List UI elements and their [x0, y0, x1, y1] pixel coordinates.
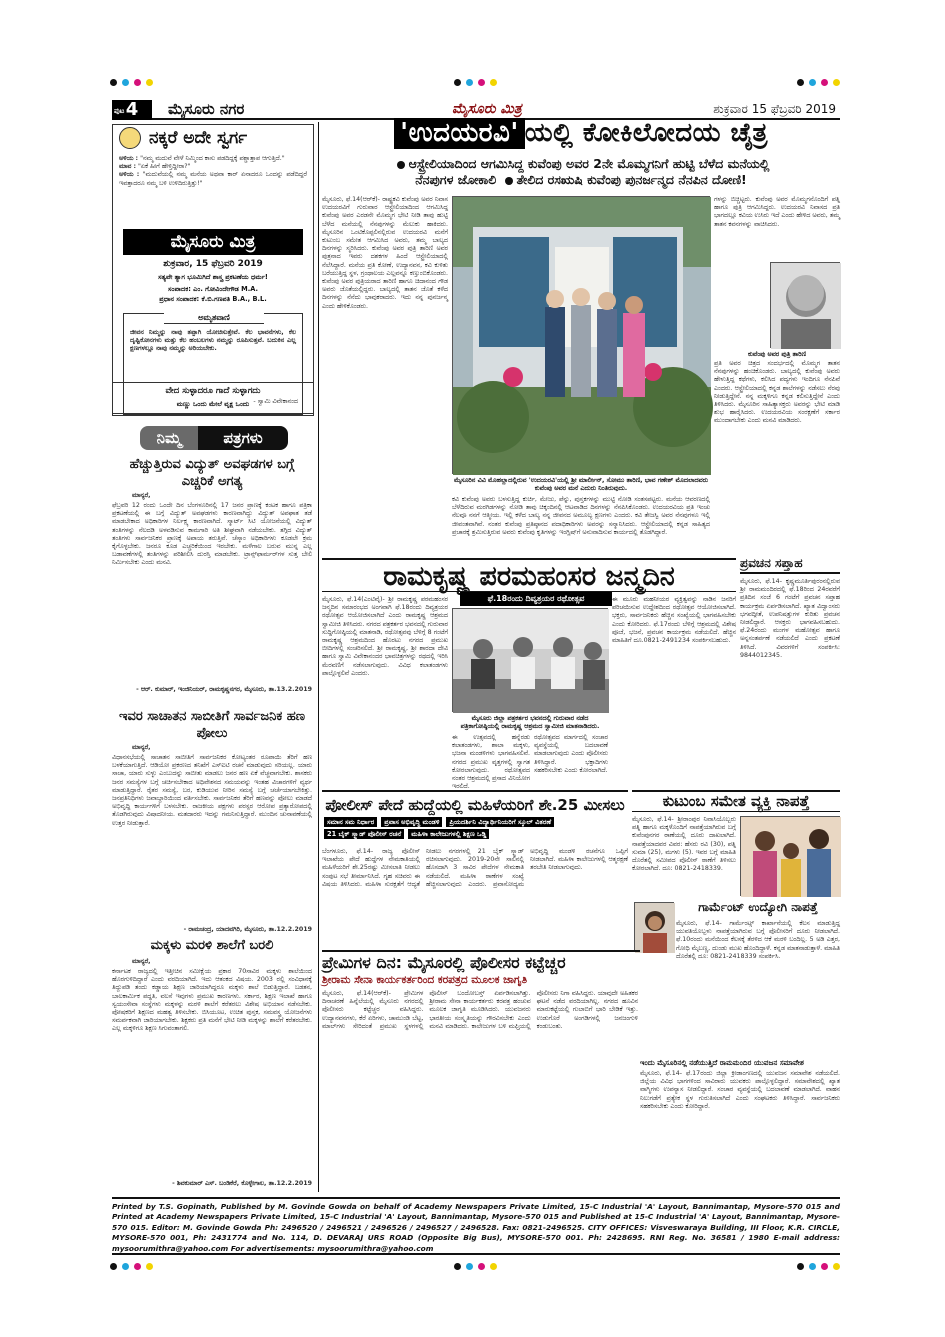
page-header: [112, 100, 840, 120]
letter2-salutation: ಮಾನ್ಯರೆ,: [132, 744, 151, 751]
bullet-icon: [397, 161, 405, 169]
pravachana-headline: ಪ್ರವಚನ ಸಪ್ತಾಹ: [740, 556, 840, 574]
youth-convention-body: ಮೈಸೂರು, ಫೆ.14- ಫೆ.17ರಂದು ಜಿಲ್ಲಾ ಕ್ರೀಡಾಂಗಣದಲ್ಲಿ ಯುವಜನ ಸಮಾವೇಶ ನಡೆಯಲಿದೆ. ಜಿಲ್ಲೆಯ ವಿವಿಧ ಭಾಗಗಳಿಂದ ಸಾವಿರಾರು ಯುವಕರು ಪಾಲ್ಗೊಳ್ಳಲಿದ್ದಾರೆ. ಸಮಾವೇಶದಲ್ಲಿ ಖ್ಯಾತ ವಾಗ್ಮಿಗಳು ಉಪನ್ಯಾಸ ನೀಡಲಿದ್ದಾರೆ. ಸಂಚಾರ ವ್ಯವಸ್ಥೆಯಲ್ಲಿ ಬದಲಾವಣೆ ಮಾಡಲಾಗಿದೆ. ವಾಹನ ನಿಲುಗಡೆಗೆ ಪ್ರತ್ಯೇಕ ಸ್ಥಳ ಗುರುತಿಸಲಾಗಿದೆ ಎಂದು ಸಂಘಟಕರು ತಿಳಿಸಿದ್ದಾರೆ. ಸಾರ್ವಜನಿಕರು ಸಹಕರಿಸಬೇಕು ಎಂದು ಕೋರಿದ್ದಾರೆ.: [640, 1070, 840, 1110]
registration-marks-top: [110, 78, 840, 86]
joke-box-title: ನಕ್ಕರೆ ಅದೇ ಸ್ವರ್ಗ: [113, 125, 313, 151]
police-headline: ಪೋಲೀಸ್ ಪೇದೆ ಹುದ್ದೆಯಲ್ಲಿ ಮಹಿಳೆಯರಿಗೆ ಶೇ.25 ಮೀಸಲು: [322, 790, 628, 816]
letter2-title: ಇವರ ಸಾಚಾತನ ಸಾಬೀತಿಗೆ ಸಾರ್ವಜನಿಕ ಹಣ ಪೋಲು: [119, 709, 305, 741]
press-meet-caption: ಮೈಸೂರು ಜಿಲ್ಲಾ ಪತ್ರಕರ್ತರ ಭವನದಲ್ಲಿ ಗುರುವಾರ ನಡೆದ ಪತ್ರಿಕಾಗೋಷ್ಠಿಯಲ್ಲಿ ರಾಮಕೃಷ್ಣ ಆಶ್ರಮದ ಸ್ವಾಮೀಜಿ ಮಾತನಾಡಿದರು.: [460, 714, 600, 730]
amrutavani-author: - ಸ್ವಾಮಿ ವಿವೇಕಾನಂದ: [253, 398, 298, 405]
udayaravi-house-photo: [452, 196, 710, 474]
lead-column-4: ಪ್ರತಿ ಅವರ ಚಿತ್ರದ ಸಂದರ್ಭದಲ್ಲಿ ಮೊಮ್ಮಗ ತಾತನ ನೆನಪುಗಳನ್ನು ಹಂಚಿಕೊಂಡರು. ಬಾಲ್ಯದಲ್ಲಿ ಕುವೆಂಪು ಅವರು ಹೇಳುತ್ತಿದ್ದ ಕಥೆಗಳು, ಕಲಿಸಿದ ಪದ್ಯಗಳು ಇಂದಿಗೂ ನೆನಪಿವೆ ಎಂದರು. ಆಸ್ಟ್ರೇಲಿಯಾದಲ್ಲಿ ಕನ್ನಡ ಶಾಲೆಗಳನ್ನು ನಡೆಸಲು ನೆರವು ನೀಡುತ್ತಿದ್ದೇನೆ. ನನ್ನ ಮಕ್ಕಳಿಗೂ ಕನ್ನಡ ಕಲಿಸುತ್ತಿದ್ದೇನೆ ಎಂದು ತಿಳಿಸಿದರು. ಮೈಸೂರಿನ ಸಾಹಿತ್ಯಾಸಕ್ತರು ಅವರನ್ನು ಭೇಟಿ ಮಾಡಿ ಶುಭ ಹಾರೈಸಿದರು. ಉದಯರವಿಯ ಸಂರಕ್ಷಣೆಗೆ ಸರ್ಕಾರ ಮುಂದಾಗಬೇಕು ಎಂದು ಮನವಿ ಮಾಡಿದರು.: [714, 360, 840, 425]
ramakrishna-column-1: ಮೈಸೂರು, ಫೆ.14(ಎಂಟಿವೈ)- ಶ್ರೀ ರಾಮಕೃಷ್ಣ ಪರಮಹಂಸರ ಜನ್ಮದಿನ ಸಮಾರಂಭದ ಅಂಗವಾಗಿ ಫೆ.18ರಂದು ದಿವ್ಯತ್ರಯರ ರಥೋತ್ಸವ ಆಯೋಜಿಸಲಾಗಿದೆ ಎಂದು ರಾಮಕೃಷ್ಣ ಆಶ್ರಮದ ಸ್ವಾಮೀಜಿ ತಿಳಿಸಿದರು. ನಗರದ ಪತ್ರಕರ್ತರ ಭವನದಲ್ಲಿ ಗುರುವಾರ ಸುದ್ದಿಗೋಷ್ಠಿಯಲ್ಲಿ ಮಾತನಾಡಿ, ರಥೋತ್ಸವವು ಬೆಳಿಗ್ಗೆ 8 ಗಂಟೆಗೆ ರಾಮಕೃಷ್ಣ ಆಶ್ರಮದಿಂದ ಹೊರಟು ನಗರದ ಪ್ರಮುಖ ಬೀದಿಗಳಲ್ಲಿ ಸಂಚರಿಸಲಿದೆ. ಶ್ರೀ ರಾಮಕೃಷ್ಣ, ಶ್ರೀ ಶಾರದಾ ದೇವಿ ಹಾಗೂ ಸ್ವಾಮಿ ವಿವೇಕಾನಂದರ ಭಾವಚಿತ್ರಗಳನ್ನು ರಥದಲ್ಲಿ ಇರಿಸಿ ಮೆರವಣಿಗೆ ನಡೆಸಲಾಗುವುದು. ವಿವಿಧ ಕಲಾತಂಡಗಳು ಪಾಲ್ಗೊಳ್ಳಲಿವೆ ಎಂದರು.: [322, 596, 449, 677]
letter2-signature: - ರಾಮಚಂದ್ರ, ಯಾದವಗಿರಿ, ಮೈಸೂರು, ತಾ.12.2.2019: [183, 926, 312, 933]
letter3-signature: - ಶಿವಕುಮಾರ್ ಎಸ್. ಬಂಡಿಕೆರೆ, ಕೊಳ್ಳೇಗಾಲ, ತಾ.12.2.2019: [172, 1180, 312, 1187]
joke-text: ಅಳಿಯ : "ನಮ್ಮ ಮದುವೆ ವೇಳೆ ನಿಮ್ಮಿಂದ ಕಾಸು ಪಡದಿದ್ದಕ್ಕೆ ಪಶ್ಚಾತ್ತಾಪ ಆಗುತ್ತಿದೆ." ಮಾವ : "ಏಕೆ ಹೀಗೆ ಹೇಳ್ತಿದ್ದೀರಾ?" ಅಳಿಯ : "ಮದುವೆಯಲ್ಲಿ ನಮ್ಮ ಮನೆಯ ಅಥವಾ ಕಾರ್ ಏನಾದರೂ ಒಂದನ್ನು ಪಡೆದಿದ್ದರೆ ಇವತ್ತಾದರೂ ನಮ್ಮ ಬಳಿ ಉಳಿದಿರುತ್ತಿತ್ತು!": [119, 155, 307, 187]
police-body: ಬೆಂಗಳೂರು, ಫೆ.14- ರಾಜ್ಯ ಪೊಲೀಸ್ ಇಲಾಖೆಯ ಪೇದೆ ಹುದ್ದೆಗಳ ನೇಮಕಾತಿಯಲ್ಲಿ ಮಹಿಳೆಯರಿಗೆ ಶೇ.25ರಷ್ಟು ಮೀಸಲಾತಿ ನೀಡಲು ಸಂಪುಟ ಸಭೆ ತೀರ್ಮಾನಿಸಿದೆ. ಗೃಹ ಸಚಿವರು ಈ ವಿಷಯ ತಿಳಿಸಿದರು. ಮಹಿಳಾ ಸುರಕ್ಷತೆಗೆ ಆದ್ಯತೆ ನೀಡಲು ನಗರಗಳಲ್ಲಿ 21 ಬೈಕ್ ಸ್ಕ್ವಾಡ್ ರಚಿಸಲಾಗುವುದು. 2019-20ನೇ ಸಾಲಿನಲ್ಲಿ ಹೊಸದಾಗಿ 3 ಸಾವಿರ ಪೇದೆಗಳ ನೇಮಕಾತಿ ನಡೆಯಲಿದೆ. ಮಹಿಳಾ ಠಾಣೆಗಳ ಸಂಖ್ಯೆ ಹೆಚ್ಚಿಸಲಾಗುವುದು ಎಂದರು. ಪ್ರವಾಸೋದ್ಯಮ ಅಭಿವೃದ್ಧಿ ಮಂಡಳಿ ರಚನೆಗೂ ಒಪ್ಪಿಗೆ ನೀಡಲಾಗಿದೆ. ಮಹಿಳಾ ಕಾಲೇಜುಗಳಲ್ಲಿ ಆತ್ಮರಕ್ಷಣೆ ತರಬೇತಿ ನೀಡಲಾಗುವುದು.: [322, 848, 628, 888]
missing-family-headline: ಕುಟುಂಬ ಸಮೇತ ವ್ಯಕ್ತಿ ನಾಪತ್ತೆ: [632, 790, 840, 812]
youth-convention-headline: ಇಂದು ಮೈಸೂರಿನಲ್ಲಿ ನಡೆಯುತ್ತಿದೆ ರಾಮಮಂದಿರ ಯುವಜನ ಸಮಾವೇಶ: [640, 1058, 804, 1067]
proverb-line1: ವೇದ ಸುಳ್ಳಾದರೂ ಗಾದೆ ಸುಳ್ಳಾಗದು: [165, 386, 261, 396]
registration-marks-bottom: [110, 1262, 840, 1270]
publisher-line: ಪ್ರಧಾನ ಸಂಪಾದಕ: ಕೆ.ಬಿ.ಗಣಪತಿ B.A., B.L.: [159, 295, 267, 303]
valentine-headline: ಪ್ರೇಮಿಗಳ ದಿನ: ಮೈಸೂರಲ್ಲಿ ಪೊಲೀಸರ ಕಟ್ಟೆಚ್ಚರ: [322, 950, 640, 972]
letter3-title: ಮಕ್ಕಳು ಮರಳಿ ಶಾಲೆಗೆ ಬರಲಿ: [150, 938, 274, 953]
bullet-icon: [505, 177, 513, 185]
joke-box: [112, 124, 314, 416]
proverb-box: [112, 382, 314, 414]
letter3-salutation: ಮಾನ್ಯರೆ,: [132, 958, 151, 965]
letter3-body: ಕರ್ನಾಟಕ ರಾಜ್ಯದಲ್ಲಿ ಇತ್ತೀಚಿನ ಸಮೀಕ್ಷೆಯ ಪ್ರಕಾರ 70ಸಾವಿರ ಮಕ್ಕಳು ಶಾಲೆಯಿಂದ ಹೊರಗುಳಿದಿದ್ದಾರೆ ಎಂದು ವರದಿಯಾಗಿದೆ. ಇದು ಆತಂಕದ ವಿಷಯ. 2003 ರಲ್ಲಿ ಸಂವಿಧಾನಕ್ಕೆ ತಿದ್ದುಪಡಿ ತಂದು ಕಡ್ಡಾಯ ಶಿಕ್ಷಣ ಜಾರಿಯಾಗಿದ್ದರೂ ಮಕ್ಕಳು ಶಾಲೆ ಬಿಡುತ್ತಿದ್ದಾರೆ. ಬಡತನ, ಬಾಲಕಾರ್ಮಿಕ ಪದ್ಧತಿ, ವಲಸೆ ಇವುಗಳು ಪ್ರಮುಖ ಕಾರಣಗಳು. ಸರ್ಕಾರ, ಶಿಕ್ಷಣ ಇಲಾಖೆ ಹಾಗೂ ಸ್ವಯಂಸೇವಾ ಸಂಸ್ಥೆಗಳು ಮಕ್ಕಳನ್ನು ಮರಳಿ ಶಾಲೆಗೆ ಕರೆತರಲು ವಿಶೇಷ ಅಭಿಯಾನ ನಡೆಸಬೇಕು. ಪೋಷಕರಿಗೆ ಶಿಕ್ಷಣದ ಮಹತ್ವ ತಿಳಿಸಬೇಕು. ಬಿಸಿಯೂಟ, ಉಚಿತ ಪುಸ್ತಕ, ಸಮವಸ್ತ್ರ ಯೋಜನೆಗಳು ಸಮರ್ಪಕವಾಗಿ ಜಾರಿಯಾಗಬೇಕು. ಶಿಕ್ಷಕರು ಪ್ರತಿ ಮನೆಗೆ ಭೇಟಿ ನೀಡಿ ಮಕ್ಕಳನ್ನು ಶಾಲೆಗೆ ಕರೆತರಬೇಕು. ಎಲ್ಲ ಮಕ್ಕಳಿಗೂ ಶಿಕ್ಷಣ ಸಿಗುವಂತಾಗಲಿ.: [112, 968, 312, 1033]
lead-subheadline: ಆಸ್ಟ್ರೇಲಿಯಾದಿಂದ ಆಗಮಿಸಿದ್ದ ಕುವೆಂಪು ಅವರ 2ನೇ ಮೊಮ್ಮಗನಿಗೆ ಹುಟ್ಟಿ ಬೆಳೆದ ಮನೆಯಲ್ಲಿ ನೆನಪುಗಳ ಜೋಕಾಲಿ ತೇಲಿದ ರಸಋಷಿ ಕುವೆಂಪು ಪುನರ್ಜನ್ಮದ ನೆನಪಿನ ದೋಣಿ!: [322, 156, 840, 188]
garment-headline: ಗಾರ್ಮೆಂಟ್ ಉದ್ಯೋಗಿ ನಾಪತ್ತೆ: [698, 900, 818, 914]
letters-banner: ನಿಮ್ಮ ಪತ್ರಗಳು: [140, 426, 290, 450]
pravachana-body: ಮೈಸೂರು, ಫೆ.14- ಕೃಷ್ಣಮೂರ್ತಿಪುರಂನಲ್ಲಿರುವ ಶ್ರೀ ರಾಮಮಂದಿರದಲ್ಲಿ ಫೆ.18ರಿಂದ 24ರವರೆಗೆ ಪ್ರತಿದಿನ ಸಂಜೆ 6 ಗಂಟೆಗೆ ಪ್ರವಚನ ಸಪ್ತಾಹ ಕಾರ್ಯಕ್ರಮ ಏರ್ಪಡಿಸಲಾಗಿದೆ. ಖ್ಯಾತ ವಿದ್ವಾಂಸರು ಭಗವದ್ಗೀತೆ, ಉಪನಿಷತ್ತುಗಳ ಕುರಿತು ಪ್ರವಚನ ನೀಡಲಿದ್ದಾರೆ. ಆಸಕ್ತರು ಭಾಗವಹಿಸಬಹುದು. ಫೆ.24ರಂದು ಮಂಗಳ ಮಹೋತ್ಸವ ಹಾಗೂ ಅನ್ನಸಂತರ್ಪಣೆ ನಡೆಯಲಿದೆ ಎಂದು ಪ್ರಕಟಣೆ ತಿಳಿಸಿದೆ. ವಿವರಗಳಿಗೆ ಸಂಪರ್ಕಿಸಿ: 9844012345.: [740, 578, 840, 659]
letter1-body: ಫೆಬ್ರವರಿ 12 ರಂದು ಒಂದೇ ದಿನ ಬೆಂಗಳೂರಿನಲ್ಲಿ 17 ಜನರ ಪ್ರಾಣಕ್ಕೆ ಕಂಟಕ ಹಾಗೂ ಪತ್ರಿಕಾ ಪ್ರಕಟಣೆಯಲ್ಲಿ ಈ ಬಗ್ಗೆ ವಿದ್ಯುತ್ ಅವಘಡಗಳು ಕಾರಣವಾಗಿದ್ದು ವಿದ್ಯುತ್ ಅಪಘಾತ ತಡೆ ಮಾಡಬೇಕಾದ ಅಧಿಕಾರಿಗಳ ನಿರ್ಲಕ್ಷ್ಯ ಕಾರಣವಾಗಿದೆ. ಸ್ಮಾರ್ಟ್ ಸಿಟಿ ಯೋಜನೆಯಲ್ಲಿ ವಿದ್ಯುತ್ ತಂತಿಗಳನ್ನು ನೆಲದಡಿ ಅಳವಡಿಸುವ ಕಾಮಗಾರಿ ಅತಿ ಶೀಘ್ರವಾಗಿ ನಡೆಯಬೇಕು. ತಗ್ಗಿದ ವಿದ್ಯುತ್ ತಂತಿಗಳು ಸಾರ್ವಜನಿಕರ ಪ್ರಾಣಕ್ಕೆ ಅಪಾಯ ತರುತ್ತಿವೆ. ಚೆಸ್ಕಾಂ ಅಧಿಕಾರಿಗಳು ಕೂಡಲೇ ಕ್ರಮ ಕೈಗೊಳ್ಳಬೇಕು. ಜನರೂ ಕೂಡ ಎಚ್ಚರಿಕೆಯಿಂದ ಇರಬೇಕು. ಮಳೆಗಾಲ ಬರುವ ಮುನ್ನ ಎಲ್ಲ ಬಡಾವಣೆಗಳಲ್ಲಿ ತಂತಿಗಳನ್ನು ಪರಿಶೀಲಿಸಿ ದುರಸ್ತಿ ಮಾಡಬೇಕು. ಟ್ರಾನ್ಸ್‌ಫಾರ್ಮರ್‌ಗಳ ಸುತ್ತ ಬೇಲಿ ನಿರ್ಮಿಸಬೇಕು ಎಂದು ಮನವಿ.: [112, 502, 312, 567]
laughing-cartoon-icon: [119, 127, 141, 149]
ramakrishna-headline: ರಾಮಕೃಷ್ಣ ಪರಮಹಂಸರ ಜನ್ಮದಿನ: [322, 558, 736, 592]
letter1-salutation: ಮಾನ್ಯರೆ,: [132, 492, 151, 499]
page-number-badge: ಪುಟ 4: [112, 100, 152, 120]
garment-body: ಮೈಸೂರು, ಫೆ.14- ಗಾರ್ಮೆಂಟ್ಸ್ ಕಾರ್ಖಾನೆಯಲ್ಲಿ ಕೆಲಸ ಮಾಡುತ್ತಿದ್ದ ಯುವತಿಯೊಬ್ಬಳು ನಾಪತ್ತೆಯಾಗಿರುವ ಬಗ್ಗೆ ಪೊಲೀಸರಿಗೆ ದೂರು ನೀಡಲಾಗಿದೆ. ಫೆ.10ರಂದು ಮನೆಯಿಂದ ಕೆಲಸಕ್ಕೆ ತೆರಳಿದ ಆಕೆ ಮರಳಿ ಬಂದಿಲ್ಲ. 5 ಅಡಿ ಎತ್ತರ, ಗೋಧಿ ಮೈಬಣ್ಣ, ದುಂಡು ಮುಖ ಹೊಂದಿದ್ದಾಳೆ. ಕನ್ನಡ ಮಾತನಾಡುತ್ತಾಳೆ. ಮಾಹಿತಿ ದೊರೆತಲ್ಲಿ ದೂ: 0821-2418339 ಸಂಪರ್ಕಿಸಿ.: [676, 920, 840, 960]
police-subheadlines: ಸಮಾನ ಸಮ ನಿರ್ಧಾರ ಪ್ರವಾಸ ಅಭಿವೃದ್ಧಿ ಮಂಡಳಿ ಪ್ರಿಯದರ್ಶಿನಿ ವಿದ್ಯಾರ್ಥಿನಿಯರಿಗೆ ಸ್ಕೂಲ್ ವಿತರಣೆ 21 ಬೈಕ್ ಸ್ಕ್ವಾಡ್ ಪೊಲೀಸ್ ರಚನೆ ಮಹಿಳಾ ಕಾಲೇಜುಗಳಲ್ಲಿ ಶಿಕ್ಷಣ ಒಡ್ಡಿ: [322, 816, 628, 846]
lead-headline: 'ಉದಯರವಿ' ಯಲ್ಲಿ ಕೋಕಿಲೋದಯ ಚೈತ್ರ: [322, 118, 840, 154]
sidebar-issue-date: ಶುಕ್ರವಾರ, 15 ಫೆಬ್ರವರಿ 2019: [163, 259, 263, 269]
lead-photo-caption: ಮೈಸೂರಿನ ವಿವಿ ಮೊಹಲ್ಲಾದಲ್ಲಿರುವ 'ಉದಯರವಿ'ಯಲ್ಲಿ ಶ್ರೀ ಮಾರ್ಲೀನ್, ಸೋಮು ತಾರಿಣಿ, ಭಾವ ಗಣೇಶ್ ಮೊದಲಾದವರು ಕುವೆಂಪು ಅವರ ಮನೆ ಎದುರು ನಿಂತಿರುವುದು.: [453, 476, 709, 492]
lead-column-1: ಮೈಸೂರು, ಫೆ.14(ಆರ್‌ಕೆ)- ರಾಷ್ಟ್ರಕವಿ ಕುವೆಂಪು ಅವರ ನಿವಾಸ ಉದಯರವಿಗೆ ಗುರುವಾರ ಆಸ್ಟ್ರೇಲಿಯಾದಿಂದ ಆಗಮಿಸಿದ್ದ ಕುವೆಂಪು ಅವರ ಎರಡನೇ ಮೊಮ್ಮಗ ಭೇಟಿ ನೀಡಿ ತಾವು ಹುಟ್ಟಿ ಬೆಳೆದ ಮನೆಯಲ್ಲಿ ನೆನಪುಗಳನ್ನು ಮೆಲುಕು ಹಾಕಿದರು. ಮೈಸೂರಿನ ಒಂಟಿಕೊಪ್ಪಲಿನಲ್ಲಿರುವ ಉದಯರವಿ ಮನೆಗೆ ಕುಟುಂಬ ಸಮೇತ ಆಗಮಿಸಿದ ಅವರು, ತಮ್ಮ ಬಾಲ್ಯದ ದಿನಗಳನ್ನು ಸ್ಮರಿಸಿದರು. ಕುವೆಂಪು ಅವರ ಪುತ್ರಿ ತಾರಿಣಿ ಅವರ ಪುತ್ರನಾದ ಇವರು ದಶಕಗಳ ಹಿಂದೆ ಆಸ್ಟ್ರೇಲಿಯಾದಲ್ಲಿ ನೆಲೆಸಿದ್ದಾರೆ. ಮನೆಯ ಪ್ರತಿ ಕೋಣೆ, ಉದ್ಯಾನವನ, ಕವಿ ಕುಳಿತು ಬರೆಯುತ್ತಿದ್ದ ಸ್ಥಳ, ಗ್ರಂಥಾಲಯ ಎಲ್ಲವನ್ನೂ ಕಣ್ತುಂಬಿಕೊಂಡರು. ಕುವೆಂಪು ಅವರ ಪುತ್ರಿಯರಾದ ತಾರಿಣಿ ಹಾಗೂ ಚಿದಾನಂದ ಗೌಡ ಅವರು ಜೊತೆಯಲ್ಲಿದ್ದರು. ಬಾಲ್ಯದಲ್ಲಿ ತಾತನ ಜೊತೆ ಕಳೆದ ದಿನಗಳನ್ನು ನೆನೆದು ಭಾವುಕರಾದರು. ಇದು ನನ್ನ ಪುನರ್ಜನ್ಮ ಎಂದು ಹೇಳಿಕೊಂಡರು.: [322, 196, 448, 310]
column-rule: [318, 122, 319, 1192]
missing-family-body: ಮೈಸೂರು, ಫೆ.14- ಶ್ರೀರಾಂಪುರ ನಿವಾಸಿಯೊಬ್ಬರು ಪತ್ನಿ ಹಾಗೂ ಮಕ್ಕಳೊಂದಿಗೆ ನಾಪತ್ತೆಯಾಗಿರುವ ಬಗ್ಗೆ ಕುವೆಂಪುನಗರ ಠಾಣೆಯಲ್ಲಿ ದೂರು ದಾಖಲಾಗಿದೆ. ನಾಪತ್ತೆಯಾದವರ ವಿವರ: ಹೆಸರು ರವಿ (30), ಪತ್ನಿ ಸುಮಾ (25), ಮಗಳು (5). ಇವರ ಬಗ್ಗೆ ಮಾಹಿತಿ ದೊರೆತಲ್ಲಿ ಸಮೀಪದ ಪೊಲೀಸ್ ಠಾಣೆಗೆ ತಿಳಿಸಲು ಕೋರಲಾಗಿದೆ. ದೂ: 0821-2418339.: [632, 816, 736, 873]
masthead-box: ಮೈಸೂರು ಮಿತ್ರ: [123, 229, 303, 255]
ramakrishna-column-3: ಈ ಉತ್ಸವದಲ್ಲಿ ಹನ್ನೆರಡು ಕಲಾತಂಡಗಳು, ಶಾಲಾ ಮಕ್ಕಳು, ಭಜನಾ ಮಂಡಳಿಗಳು ಭಾಗವಹಿಸಲಿವೆ. ನಗರದ ಪ್ರಮುಖ ವೃತ್ತಗಳಲ್ಲಿ ಸ್ವಾಗತ ಕೋರಲಾಗುವುದು. ರಥೋತ್ಸವದ ನಂತರ ಆಶ್ರಮದಲ್ಲಿ ಪ್ರಸಾದ ವಿನಿಯೋಗ ಇರಲಿದೆ.: [452, 734, 530, 791]
letter1-title: ಹೆಚ್ಚುತ್ತಿರುವ ವಿದ್ಯುತ್ ಅವಘಡಗಳ ಬಗ್ಗೆ ಎಚ್ಚರಿಕೆ ಅಗತ್ಯ: [129, 457, 295, 489]
valentine-body: ಮೈಸೂರು, ಫೆ.14(ಆರ್‌ಕೆ)- ಪ್ರೇಮಿಗಳ ದಿನಾಚರಣೆ ಹಿನ್ನೆಲೆಯಲ್ಲಿ ಮೈಸೂರು ನಗರದಲ್ಲಿ ಪೊಲೀಸರು ಕಟ್ಟೆಚ್ಚರ ವಹಿಸಿದ್ದರು. ಉದ್ಯಾನವನಗಳು, ಕೆರೆ ಏರಿಗಳು, ಚಾಮುಂಡಿ ಬೆಟ್ಟ, ಮಾಲ್‌ಗಳು ಸೇರಿದಂತೆ ಪ್ರಮುಖ ಸ್ಥಳಗಳಲ್ಲಿ ಪೊಲೀಸ್ ಬಂದೋಬಸ್ತ್ ಏರ್ಪಡಿಸಲಾಗಿತ್ತು. ಶ್ರೀರಾಮ ಸೇನಾ ಕಾರ್ಯಕರ್ತರು ಕರಪತ್ರ ಹಂಚುವ ಮೂಲಕ ಜಾಗೃತಿ ಮೂಡಿಸಿದರು. ಯುವಜನರು ಭಾರತೀಯ ಸಂಸ್ಕೃತಿಯನ್ನು ಗೌರವಿಸಬೇಕು ಎಂದು ಮನವಿ ಮಾಡಿದರು. ಕಾಲೇಜುಗಳ ಬಳಿ ಮಫ್ತಿಯಲ್ಲಿ ಪೊಲೀಸರು ನಿಗಾ ವಹಿಸಿದ್ದರು. ಯಾವುದೇ ಅಹಿತಕರ ಘಟನೆ ನಡೆದ ವರದಿಯಾಗಿಲ್ಲ. ನಗರದ ಹೂವಿನ ಮಾರುಕಟ್ಟೆಯಲ್ಲಿ ಗುಲಾಬಿಗೆ ಭಾರಿ ಬೇಡಿಕೆ ಇತ್ತು. ಉಡುಗೊರೆ ಅಂಗಡಿಗಳಲ್ಲಿ ಜನಜಂಗುಳಿ ಕಂಡುಬಂತು.: [322, 990, 638, 1030]
press-meet-photo: [452, 608, 608, 712]
small-photo-caption: ಕುವೆಂಪು ಅವರ ಪುತ್ರಿ ತಾರಿಣಿ: [747, 350, 807, 358]
lead-column-2: ಕವಿ ಕುವೆಂಪು ಅವರು ಬಳಸುತ್ತಿದ್ದ ಕುರ್ಚಿ, ಮೇಜು, ಪೆನ್ನು, ಪುಸ್ತಕಗಳನ್ನು ಮುಟ್ಟಿ ನೋಡಿ ಸಂತಸಪಟ್ಟರು. ಮನೆಯ ಆವರಣದಲ್ಲಿ ಬೆಳೆದಿರುವ ಮರಗಿಡಗಳನ್ನು ನೋಡಿ ತಾವು ಚಿಕ್ಕಂದಿನಲ್ಲಿ ಆಟವಾಡಿದ ದಿನಗಳನ್ನು ನೆನಪಿಸಿಕೊಂಡರು. ಉದಯರವಿಯ ಪ್ರತಿ ಇಂಚು ನೆಲವೂ ನನಗೆ ಆತ್ಮೀಯ. ಇಲ್ಲಿ ಕಳೆದ ಬಾಲ್ಯ ನನ್ನ ಜೀವನದ ಅಮೂಲ್ಯ ಕ್ಷಣಗಳು ಎಂದರು. ಕವಿ ತೇಜಸ್ವಿ ಅವರ ನೆನಪುಗಳೂ ಇಲ್ಲಿ ಜೀವಂತವಾಗಿವೆ. ನಂತರ ಕುವೆಂಪು ಪ್ರತಿಷ್ಠಾನದ ಪದಾಧಿಕಾರಿಗಳು ಅವರನ್ನು ಸನ್ಮಾನಿಸಿದರು. ಆಸ್ಟ್ರೇಲಿಯಾದಲ್ಲಿ ಕನ್ನಡ ಸಾಹಿತ್ಯದ ಪ್ರಚಾರಕ್ಕೆ ಶ್ರಮಿಸುತ್ತಿರುವ ಅವರು ಕುವೆಂಪು ಕೃತಿಗಳನ್ನು ಇಂಗ್ಲಿಷ್‌ಗೆ ಅನುವಾದಿಸುವ ಕಾರ್ಯದಲ್ಲಿ ತೊಡಗಿದ್ದಾರೆ.: [452, 496, 710, 536]
valentine-subheadline: ಶ್ರೀರಾಮ ಸೇನಾ ಕಾರ್ಯಕರ್ತರಿಂದ ಕರಪತ್ರದ ಮೂಲಕ ಜಾಗೃತಿ: [322, 974, 528, 986]
garment-worker-photo: [634, 902, 674, 952]
ramakrishna-tag: ಫೆ.18ರಂದು ದಿವ್ಯತ್ರಯರ ರಥೋತ್ಸವ: [460, 592, 612, 606]
proverb-line2: ಮಣ್ಣು ಒಂದು ಮೇಲೆ ವೃಕ್ಷ ಒಂದು: [176, 400, 250, 408]
masthead-small: ಮೈಸೂರು ಮಿತ್ರ: [452, 101, 522, 117]
sidebar-motto: ಸತ್ಯವೇ ತ್ಯಾಗ ಭೂಮಿಗಿದೆ ಶಾಸ್ತ್ರ ಪ್ರಕಟಣೆಯ ಧರ್ಮ!: [158, 273, 268, 281]
section-title: ಮೈಸೂರು ನಗರ: [168, 100, 245, 118]
amrutavani-text: ಜೀವನ ನಿಮ್ಮನ್ನು ನಾವು ತಪ್ಪಾಗಿ ಯೋಚಿಸುತ್ತೇವೆ. ಕೆಲ ಭಾವನೆಗಳು, ಕೆಲ ದೃಷ್ಟಿಕೋನಗಳು ಮತ್ತು ಕೆಲ ಹಂಬಲಗಳು ನಮ್ಮನ್ನು ರೂಪಿಸುತ್ತವೆ. ಬದುಕಿನ ಎಲ್ಲ ಕ್ಷಣಗಳಲ್ಲೂ ನಾವು ನಮ್ಮನ್ನು ಅರಿಯಬೇಕು.: [130, 328, 296, 353]
letter2-body: ವಿಧಾನಸಭೆಯಲ್ಲಿ ಸಾಚಾತನ ಸಾಬೀತಿಗೆ ಸಾರ್ವಜನಿಕರ ಕೋಟ್ಯಂತರ ರೂಪಾಯಿ ತೆರಿಗೆ ಹಣ ಬಳಕೆಯಾಗುತ್ತಿದೆ. ಆಡಿಯೋ ಪ್ರಕರಣದ ತನಿಖೆಗೆ ಎಸ್ಐಟಿ ರಚನೆ ಮಾಡುವುದು ಸರಿಯಲ್ಲ. ಯಾರು ಸಾಚಾ, ಯಾರು ಸುಳ್ಳು ಎಂಬುದನ್ನು ಸಾಬೀತು ಮಾಡಲು ಜನರ ಹಣ ಏಕೆ ವೆಚ್ಚವಾಗಬೇಕು. ಶಾಸಕರು ಜನರ ಸಮಸ್ಯೆಗಳ ಬಗ್ಗೆ ಚರ್ಚಿಸಬೇಕಾದ ಅಧಿವೇಶನದ ಸಮಯವನ್ನು ಇಂತಹ ವಿಚಾರಗಳಿಗೆ ವ್ಯರ್ಥ ಮಾಡುತ್ತಿದ್ದಾರೆ. ರೈತರ ಸಮಸ್ಯೆ, ಬರ, ಕುಡಿಯುವ ನೀರಿನ ಸಮಸ್ಯೆ ಬಗ್ಗೆ ಚರ್ಚೆಯಾಗಬೇಕಿತ್ತು. ಜನಪ್ರತಿನಿಧಿಗಳು ಜವಾಬ್ದಾರಿಯಿಂದ ವರ್ತಿಸಬೇಕು. ಸಾರ್ವಜನಿಕರ ತೆರಿಗೆ ಹಣವನ್ನು ಪೋಲು ಮಾಡದೆ ಅಭಿವೃದ್ಧಿ ಕಾರ್ಯಗಳಿಗೆ ಬಳಸಬೇಕು. ರಾಜಕೀಯ ಪಕ್ಷಗಳು ಪರಸ್ಪರ ಆರೋಪ ಪ್ರತ್ಯಾರೋಪದಲ್ಲಿ ತೊಡಗಿರುವುದು ವಿಷಾದನೀಯ. ಮತದಾರರು ಇದನ್ನು ಗಮನಿಸುತ್ತಿದ್ದಾರೆ. ಮುಂದಿನ ಚುನಾವಣೆಯಲ್ಲಿ ಉತ್ತರ ನೀಡುತ್ತಾರೆ.: [112, 754, 312, 827]
imprint-footer: Printed by T.S. Gopinath, Published by M. Govinde Gowda on behalf of Academy Newspapers Private Limited, 15-C Industrial 'A' Layout, Bannimantap, Mysore-570 015 and Printed at Academy Newspapers Private Limited, 15-C Industrial 'A' Layout, Bannimantap, Mysore-570 015 and Published at 15-C Industrial 'A' Layout, Bannimantap, Mysore-570 015. Editor: M. Govinde Gowda Ph: 2496520 / 2496521 / 2496526 / 2496527 / 2496528. Fax: 0821-2496525. CITY OFFICES: Visveswaraya Building, III Floor, K.R. CIRCLE, MYSORE-570 001, Ph: 2431774 and No. 114, D. DEVARAJ URS ROAD (Opposite Big Bus), MYSORE-570 001. Ph: 2428695. RNI Reg. No. 36581 / 1980 E-mail address: mysoorumithra@yahoo.com For advertisements: mysoorumithra@yahoo.com: [112, 1197, 840, 1255]
issue-date: ಶುಕ್ರವಾರ 15 ಫೆಬ್ರವರಿ 2019: [713, 102, 836, 116]
missing-family-photo: [740, 816, 840, 896]
editor-line: ಸಂಪಾದಕ: ಎಂ. ಗೋವಿಂದೇಗೌಡ M.A.: [168, 285, 258, 293]
ramakrishna-column-2: ಈ ಮೂರು ಮಹನೀಯರ ವ್ಯಕ್ತಿತ್ವವನ್ನು ನಾಡಿನ ಜನರಿಗೆ ಪರಿಚಯಿಸುವ ಉದ್ದೇಶದಿಂದ ರಥೋತ್ಸವ ಆಯೋಜಿಸಲಾಗಿದೆ. ಭಕ್ತರು, ಸಾರ್ವಜನಿಕರು ಹೆಚ್ಚಿನ ಸಂಖ್ಯೆಯಲ್ಲಿ ಭಾಗವಹಿಸಬೇಕು ಎಂದು ಕೋರಿದರು. ಫೆ.17ರಂದು ಬೆಳಿಗ್ಗೆ ಆಶ್ರಮದಲ್ಲಿ ವಿಶೇಷ ಪೂಜೆ, ಭಜನೆ, ಪ್ರವಚನ ಕಾರ್ಯಕ್ರಮ ನಡೆಯಲಿದೆ. ಹೆಚ್ಚಿನ ಮಾಹಿತಿಗೆ ದೂ.0821-2491234 ಸಂಪರ್ಕಿಸಬಹುದು.: [612, 596, 736, 645]
letter1-signature: - ಆರ್. ಕುಮಾರ್, ಇಂಜಿನಿಯರ್, ರಾಮಕೃಷ್ಣನಗರ, ಮೈಸೂರು, ತಾ.13.2.2019: [136, 686, 312, 693]
kuvempu-daughter-photo: [770, 262, 840, 348]
ramakrishna-column-4: ರಥೋತ್ಸವದ ಮಾರ್ಗದಲ್ಲಿ ಸಂಚಾರ ವ್ಯವಸ್ಥೆಯಲ್ಲಿ ಬದಲಾವಣೆ ಮಾಡಲಾಗುವುದು ಎಂದು ಪೊಲೀಸರು ತಿಳಿಸಿದ್ದಾರೆ. ಭಕ್ತಾದಿಗಳು ಸಹಕರಿಸಬೇಕು ಎಂದು ಕೋರಲಾಗಿದೆ.: [534, 734, 608, 774]
amrutavani-box: ಅಮೃತವಾಣಿ ಜೀವನ ನಿಮ್ಮನ್ನು ನಾವು ತಪ್ಪಾಗಿ ಯೋಚಿಸುತ್ತೇವೆ. ಕೆಲ ಭಾವನೆಗಳು, ಕೆಲ ದೃಷ್ಟಿಕೋನಗಳು ಮತ್ತು ಕೆಲ ಹಂಬಲಗಳು ನಮ್ಮನ್ನು ರೂಪಿಸುತ್ತವೆ. ಬದುಕಿನ ಎಲ್ಲ ಕ್ಷಣಗಳಲ್ಲೂ ನಾವು ನಮ್ಮನ್ನು ಅರಿಯಬೇಕು. - ಸ್ವಾಮಿ ವಿವೇಕಾನಂದ: [123, 313, 303, 415]
lead-column-3: ಗಳನ್ನು ಬಿಚ್ಚಿಟ್ಟರು. ಕುವೆಂಪು ಅವರ ಮೊಮ್ಮಗನೊಂದಿಗೆ ಪತ್ನಿ ಹಾಗೂ ಪುತ್ರಿ ಆಗಮಿಸಿದ್ದರು. ಉದಯರವಿ ನಿವಾಸದ ಪ್ರತಿ ಭಾಗದಲ್ಲೂ ಕವಿಯ ಉಸಿರು ಇದೆ ಎಂದು ಹೇಳಿದ ಅವರು, ತಮ್ಮ ತಾತನ ಕವನಗಳನ್ನು ವಾಚಿಸಿದರು.: [714, 196, 840, 228]
